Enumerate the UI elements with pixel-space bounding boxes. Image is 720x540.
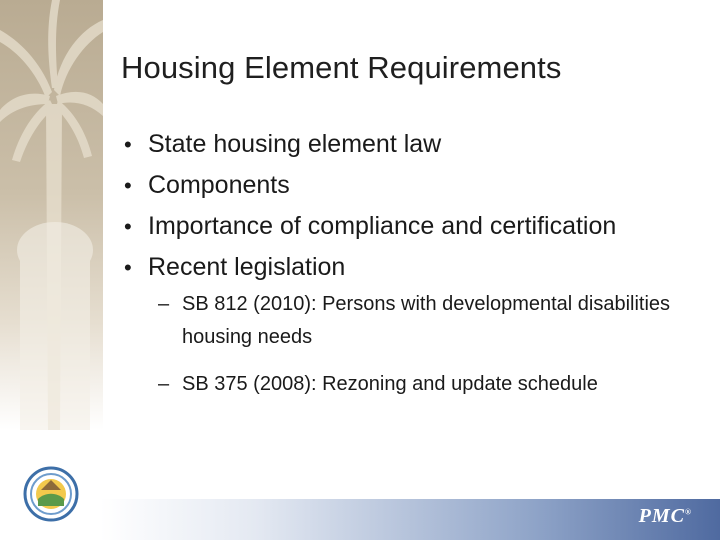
sub-bullet-marker: –	[158, 293, 170, 315]
sub-bullet-text: SB 375 (2008): Rezoning and update schedule	[182, 373, 598, 395]
bullet-item	[121, 165, 616, 206]
bullet-item	[121, 124, 616, 165]
bullet-marker: •	[124, 132, 132, 157]
footer-bar	[100, 499, 720, 540]
pmc-logo	[639, 505, 692, 528]
sub-bullet-list	[158, 288, 698, 415]
palm-tree-icon	[0, 0, 103, 430]
palm-tree-banner	[0, 0, 103, 430]
bullet-marker: •	[124, 255, 132, 280]
bullet-text: State housing element law	[148, 130, 442, 158]
sub-bullet-text: SB 812 (2010): Persons with developmental disabilities housing needs	[182, 293, 671, 348]
bullet-text: Importance of compliance and certification	[148, 212, 617, 240]
registered-mark: ®	[685, 507, 692, 517]
bullet-text: Recent legislation	[148, 253, 346, 281]
sub-bullet-marker: –	[158, 373, 170, 395]
bullet-item	[121, 206, 616, 247]
sub-bullet-item	[158, 288, 698, 354]
state-seal-icon	[23, 466, 79, 522]
bullet-item	[121, 247, 616, 288]
pmc-logo-text: PMC	[638, 505, 686, 527]
bullet-text: Components	[148, 171, 290, 199]
bullet-marker: •	[124, 214, 132, 239]
bullet-list	[121, 124, 616, 288]
bullet-marker: •	[124, 173, 132, 198]
slide-title: Housing Element Requirements	[121, 50, 562, 85]
sub-bullet-item	[158, 368, 698, 401]
